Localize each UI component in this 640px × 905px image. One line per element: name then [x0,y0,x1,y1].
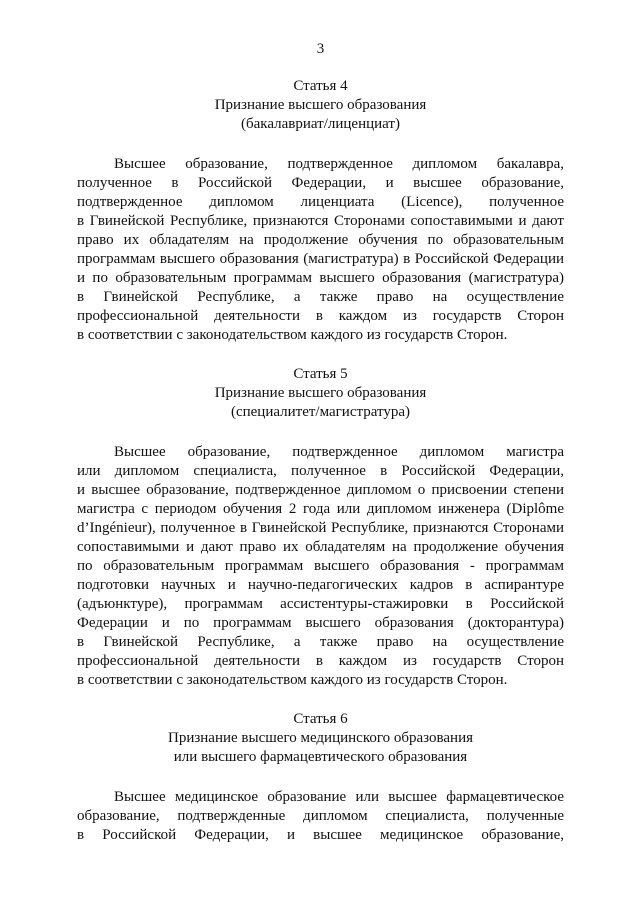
article-number: Статья 6 [293,711,348,727]
body-line: по образовательным программам высшего образования - программам [77,558,564,574]
body-line: в Российской Федерации, и высшее медицинское образование, [77,827,564,843]
article-title-line: Признание высшего медицинского образования [167,730,474,746]
body-line: магистра с периодом обучения 2 года или дипломом инженера (Diplôme [77,501,564,517]
article-heading [77,365,564,422]
body-line: Высшее медицинское образование или высшее фармацевтическое [114,789,564,805]
article-4 [77,77,564,345]
body-line: Высшее образование, подтвержденное дипломом бакалавра, [114,156,564,172]
body-line: в соответствии с законодательством каждого из государств Сторон. [77,327,508,343]
article-heading [77,710,564,767]
article-title-line: Признание высшего образования [214,385,427,401]
article-body [77,443,564,690]
body-line: и по образовательным программам высшего образования (магистратура) [77,270,564,286]
body-line: и высшее образование, подтвержденное дипломом о присвоении степени [77,482,564,498]
body-line: или дипломом специалиста, полученное в Российской Федерации, [77,463,564,479]
body-line: профессиональной деятельности в каждом из государств Сторон [77,653,564,669]
article-5 [77,365,564,690]
body-line: в Гвинейской Республике, признаются Сторонами сопоставимыми и дают [77,213,564,229]
body-line: подтвержденное дипломом лиценциата (Licence), полученное [77,194,564,210]
body-line: (адъюнктуре), программам ассистентуры-стажировки в Российской [77,596,564,612]
article-title-line: Признание высшего образования [214,97,427,113]
body-line: Высшее образование, подтвержденное дипломом магистра [114,444,564,460]
body-line: образование, подтвержденные дипломом специалиста, полученные [77,808,564,824]
article-title-line: или высшего фармацевтического образования [173,749,468,765]
article-title-line: (специалитет/магистратура) [230,404,411,420]
article-title-line: (бакалавриат/лиценциат) [241,116,400,132]
article-6 [77,710,564,845]
body-line: право их обладателям на продолжение обучения по образовательным [77,232,564,248]
article-number: Статья 4 [293,78,348,94]
body-line: Федерации и по программам высшего образования (докторантура) [77,615,564,631]
body-line: в соответствии с законодательством каждого из государств Сторон. [77,672,508,688]
body-line: в Гвинейской Республике, а также право на осуществление [77,289,564,305]
body-line: сопоставимыми и дают право их обладателям на продолжение обучения [77,539,564,555]
body-line: профессиональной деятельности в каждом из государств Сторон [77,308,564,324]
article-body [77,155,564,345]
body-line: полученное в Российской Федерации, и высшее образование, [77,175,564,191]
body-line: d’Ingénieur), полученное в Гвинейской Республике, признаются Сторонами [77,520,564,536]
body-line: подготовки научных и научно-педагогических кадров в аспирантуре [77,577,564,593]
article-heading [77,77,564,134]
body-line: в Гвинейской Республике, а также право на осуществление [77,634,564,650]
article-body [77,788,564,845]
body-line: программам высшего образования (магистратура) в Российской Федерации [77,251,564,267]
page-number: 3 [316,41,325,57]
article-number: Статья 5 [293,366,348,382]
